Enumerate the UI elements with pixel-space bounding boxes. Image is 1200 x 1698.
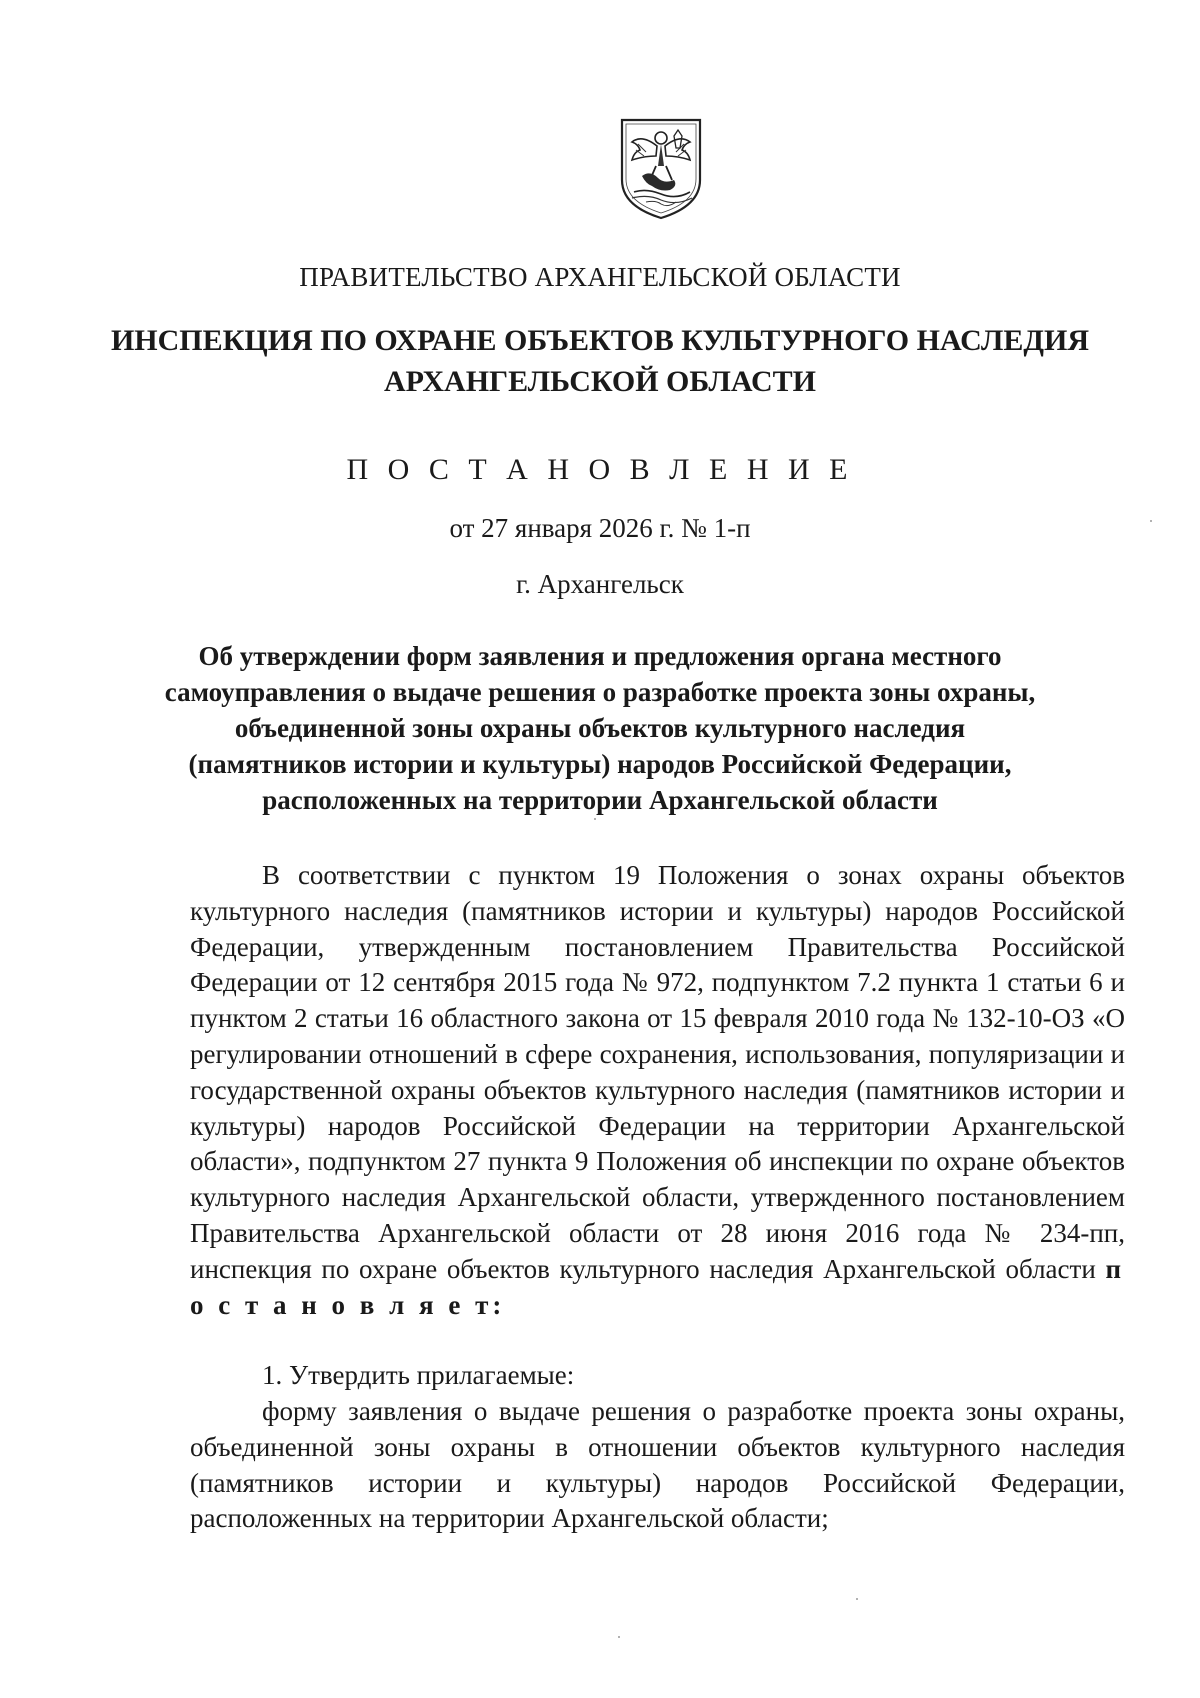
subject-line-5: расположенных на территории Архангельской области	[262, 785, 938, 815]
scan-speck	[856, 1598, 858, 1600]
preamble-paragraph	[190, 858, 1125, 1323]
scan-speck	[594, 818, 596, 820]
document-subject	[0, 638, 1200, 818]
subject-line-3: объединенной зоны охраны объектов культурного наследия	[234, 713, 966, 743]
item-1-form-1: форму заявления о выдаче решения о разработке проекта зоны охраны, объединенной зоны охраны в отношении объектов культурного наследия (памятников истории и культуры) народов Российской Федерации, расположенных на территории Архангельской области;	[190, 1396, 1125, 1534]
scan-speck	[1150, 520, 1152, 522]
government-name: ПРАВИТЕЛЬСТВО АРХАНГЕЛЬСКОЙ ОБЛАСТИ	[299, 262, 901, 292]
inspection-name-line-1: ИНСПЕКЦИЯ ПО ОХРАНЕ ОБЪЕКТОВ КУЛЬТУРНОГО НАСЛЕДИЯ	[110, 324, 1090, 357]
document-date-number: от 27 января 2026 г. № 1-п	[449, 513, 751, 543]
inspection-name	[0, 320, 1200, 402]
inspection-name-line-2: АРХАНГЕЛЬСКОЙ ОБЛАСТИ	[384, 365, 816, 398]
subject-line-1: Об утверждении форм заявления и предложения органа местного	[198, 641, 1002, 671]
resolves-word: п о с т а н о в л я е т:	[190, 1253, 1126, 1320]
scan-speck	[618, 1636, 620, 1638]
subject-line-4: (памятников истории и культуры) народов Российской Федерации,	[188, 749, 1012, 779]
document-city: г. Архангельск	[516, 569, 684, 599]
preamble-text: В соответствии с пунктом 19 Положения о зонах охраны объектов культурного наследия (памятников истории и культуры) народов Российской Федерации, утвержденным постановлением Правительства Российской Федерации от 12 сентября 2015 года № 972, подпунктом 7.2 пункта 1 статьи 6 и пунктом 2 статьи 16 областного закона от 15 февраля 2010 года № 132-10-ОЗ «О регулировании отношений в сфере сохранения, использования, популяризации и государственной охраны объектов культурного наследия (памятников истории и культуры) народов Российской Федерации на территории Архангельской области», подпунктом 27 пункта 9 Положения об инспекции по охране объектов культурного наследия Архангельской области, утвержденного постановлением Правительства Архангельской области от 28 июня 2016 года № 234-пп, инспекция по охране объектов культурного наследия Архангельской области	[190, 860, 1125, 1284]
document-type: П О С Т А Н О В Л Е Н И Е	[346, 453, 854, 486]
item-1: 1. Утвердить прилагаемые:	[262, 1360, 575, 1390]
coat-of-arms-icon	[616, 114, 706, 222]
subject-line-2: самоуправления о выдаче решения о разработке проекта зоны охраны,	[164, 677, 1036, 707]
